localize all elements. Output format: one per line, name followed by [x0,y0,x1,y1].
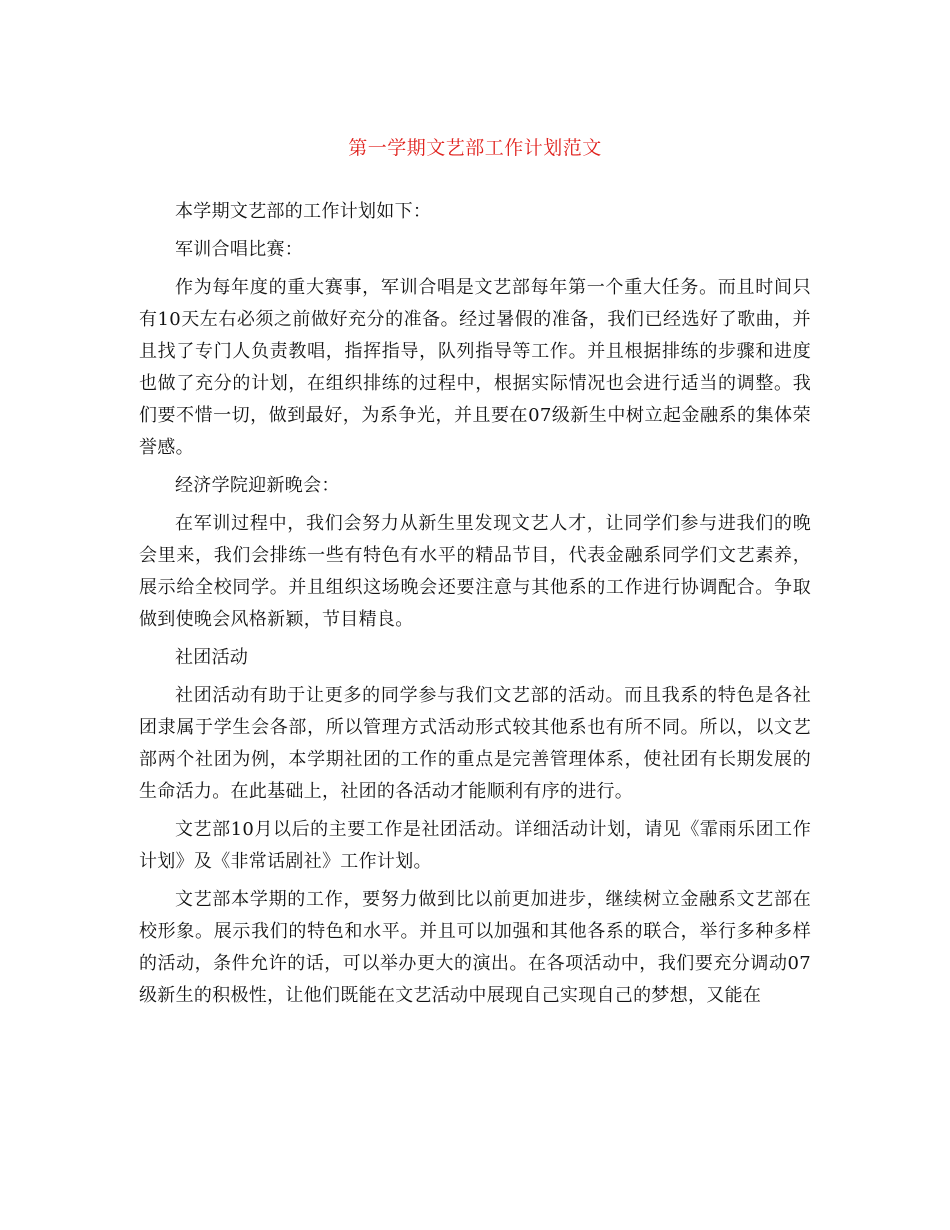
paragraph-intro: 本学期文艺部的工作计划如下： [175,201,432,222]
heading-club-activities: 社团活动 [175,647,249,668]
heading-military-chorus: 军训合唱比赛： [175,239,304,260]
paragraph-club-activities: 社团活动有助于让更多的同学参与我们文艺部的活动。而且我系的特色是各社团隶属于学生会各部，所以管理方式活动形式较其他系也有所不同。所以，以文艺部两个社团为例，本学期社团的工作的重点是完善管理体系，使社团有长期发展的生命活力。在此基础上，社团的各活动才能顺利有序的进行。 [139,685,811,802]
paragraph-military-chorus: 作为每年度的重大赛事，军训合唱是文艺部每年第一个重大任务。而且时间只有10天左右必须之前做好充分的准备。经过暑假的准备，我们已经选好了歌曲，并且找了专门人负责教唱，指挥指导，队列指导等工作。并且根据排练的步骤和进度也做了充分的计划，在组织排练的过程中，根据实际情况也会进行适当的调整。我们要不惜一切，做到最好，为系争光，并且要在07级新生中树立起金融系的集体荣誉感。 [139,277,811,458]
paragraph-semester-goals: 文艺部本学期的工作，要努力做到比以前更加进步，继续树立金融系文艺部在校形象。展示我们的特色和水平。并且可以加强和其他各系的联合，举行多种多样的活动，条件允许的话，可以举办更大的演出。在各项活动中，我们要充分调动07级新生的积极性，让他们既能在文艺活动中展现自己实现自己的梦想，又能在 [139,889,811,1006]
document-title: 第一学期文艺部工作计划范文 [348,137,602,159]
heading-welcome-party: 经济学院迎新晚会： [175,475,340,496]
paragraph-welcome-party: 在军训过程中，我们会努力从新生里发现文艺人才，让同学们参与进我们的晚会里来，我们会排练一些有特色有水平的精品节目，代表金融系同学们文艺素养，展示给全校同学。并且组织这场晚会还要注意与其他系的工作进行协调配合。争取做到使晚会风格新颖，节目精良。 [139,513,811,630]
paragraph-october-work: 文艺部10月以后的主要工作是社团活动。详细活动计划，请见《霏雨乐团工作计划》及《非常话剧社》工作计划。 [139,819,811,872]
document-body [139,196,811,1012]
